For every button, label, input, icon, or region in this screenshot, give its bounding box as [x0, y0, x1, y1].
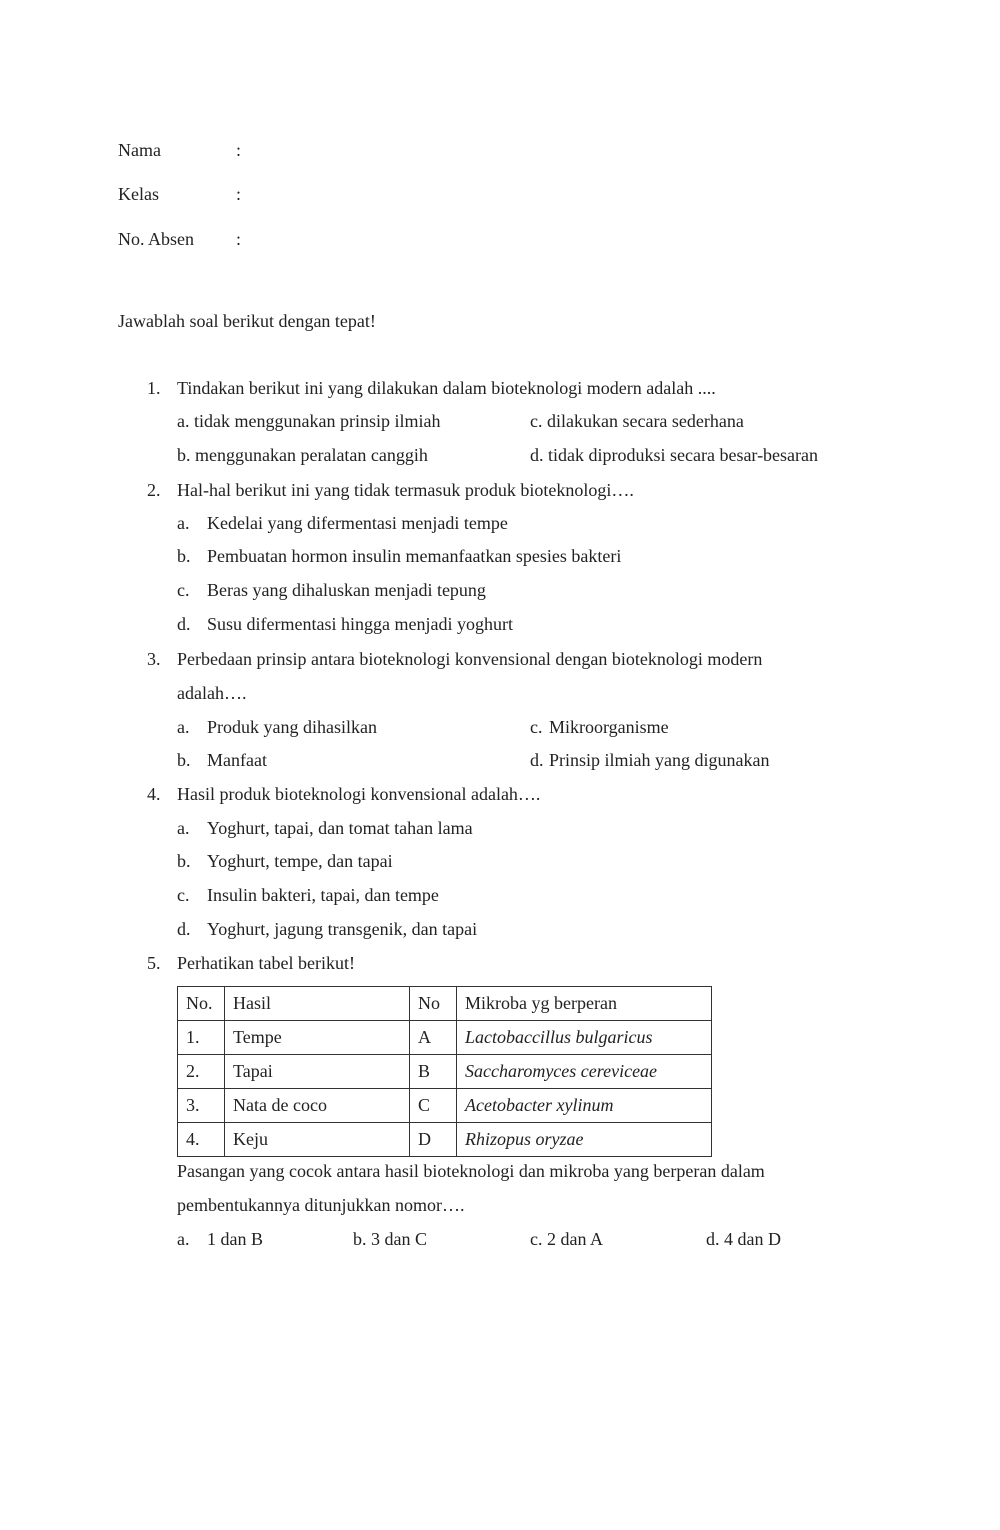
- question-5-text: Perhatikan tabel berikut!: [177, 953, 355, 973]
- question-3-number: 3.: [147, 649, 161, 669]
- question-5-option-c[interactable]: c. 2 dan A: [530, 1229, 603, 1249]
- table-cell: Lactobaccillus bulgaricus: [457, 1021, 712, 1055]
- question-4-option-d-letter[interactable]: d.: [177, 919, 191, 939]
- question-5-number: 5.: [147, 953, 161, 973]
- table-row: [178, 1021, 712, 1055]
- question-1-text: Tindakan berikut ini yang dilakukan dalam bioteknologi modern adalah ....: [177, 378, 716, 398]
- table-cell: Keju: [225, 1123, 410, 1157]
- table-cell: Nata de coco: [225, 1089, 410, 1123]
- table-cell: Tapai: [225, 1055, 410, 1089]
- question-3-option-d-letter[interactable]: d.: [530, 750, 544, 770]
- microbe-table: [177, 986, 712, 1157]
- class-colon: :: [236, 184, 242, 204]
- attendance-number-colon: :: [236, 229, 242, 249]
- table-header-row: [178, 987, 712, 1021]
- question-3-option-b[interactable]: Manfaat: [207, 750, 267, 770]
- table-cell: D: [410, 1123, 457, 1157]
- question-3-option-c-letter[interactable]: c.: [530, 717, 543, 737]
- attendance-number-label: No. Absen: [118, 229, 194, 249]
- question-4-option-c-letter[interactable]: c.: [177, 885, 190, 905]
- question-2-option-a-letter[interactable]: a.: [177, 513, 190, 533]
- question-2-option-c-letter[interactable]: c.: [177, 580, 190, 600]
- question-3-option-d[interactable]: Prinsip ilmiah yang digunakan: [549, 750, 770, 770]
- question-2-option-d[interactable]: Susu difermentasi hingga menjadi yoghurt: [207, 614, 513, 634]
- question-2-option-a[interactable]: Kedelai yang difermentasi menjadi tempe: [207, 513, 508, 533]
- question-1-option-b[interactable]: b. menggunakan peralatan canggih: [177, 445, 428, 465]
- question-5-option-a[interactable]: 1 dan B: [207, 1229, 263, 1249]
- question-4-option-b-letter[interactable]: b.: [177, 851, 191, 871]
- question-2-option-b-letter[interactable]: b.: [177, 546, 191, 566]
- question-3-text-line2: adalah….: [177, 683, 247, 703]
- question-3-option-b-letter[interactable]: b.: [177, 750, 191, 770]
- question-3-option-c[interactable]: Mikroorganisme: [549, 717, 669, 737]
- name-label: Nama: [118, 140, 161, 160]
- question-5-prompt-line1: Pasangan yang cocok antara hasil bioteknologi dan mikroba yang berperan dalam: [177, 1161, 765, 1181]
- table-cell: 3.: [178, 1089, 225, 1123]
- question-4-number: 4.: [147, 784, 161, 804]
- table-cell: C: [410, 1089, 457, 1123]
- question-3-text-line1: Perbedaan prinsip antara bioteknologi konvensional dengan bioteknologi modern: [177, 649, 763, 669]
- table-row: [178, 1055, 712, 1089]
- table-cell: Saccharomyces cereviceae: [457, 1055, 712, 1089]
- question-4-option-d[interactable]: Yoghurt, jagung transgenik, dan tapai: [207, 919, 478, 939]
- table-cell: Acetobacter xylinum: [457, 1089, 712, 1123]
- question-1-option-a[interactable]: a. tidak menggunakan prinsip ilmiah: [177, 411, 441, 431]
- question-4-option-c[interactable]: Insulin bakteri, tapai, dan tempe: [207, 885, 439, 905]
- question-4-option-a[interactable]: Yoghurt, tapai, dan tomat tahan lama: [207, 818, 473, 838]
- table-cell: B: [410, 1055, 457, 1089]
- question-2-number: 2.: [147, 480, 161, 500]
- question-5-option-b[interactable]: b. 3 dan C: [353, 1229, 427, 1249]
- table-cell: Tempe: [225, 1021, 410, 1055]
- table-header-cell: Hasil: [225, 987, 410, 1021]
- question-2-option-d-letter[interactable]: d.: [177, 614, 191, 634]
- table-cell: Rhizopus oryzae: [457, 1123, 712, 1157]
- name-colon: :: [236, 140, 242, 160]
- question-5-option-d[interactable]: d. 4 dan D: [706, 1229, 781, 1249]
- question-1-number: 1.: [147, 378, 161, 398]
- table-cell: 2.: [178, 1055, 225, 1089]
- question-2-option-b[interactable]: Pembuatan hormon insulin memanfaatkan spesies bakteri: [207, 546, 622, 566]
- class-label: Kelas: [118, 184, 159, 204]
- question-4-option-b[interactable]: Yoghurt, tempe, dan tapai: [207, 851, 393, 871]
- table-cell: 4.: [178, 1123, 225, 1157]
- question-2-option-c[interactable]: Beras yang dihaluskan menjadi tepung: [207, 580, 486, 600]
- table-header-cell: Mikroba yg berperan: [457, 987, 712, 1021]
- table-row: [178, 1089, 712, 1123]
- question-1-option-d[interactable]: d. tidak diproduksi secara besar-besaran: [530, 445, 819, 465]
- instruction-text: Jawablah soal berikut dengan tepat!: [118, 311, 376, 331]
- question-5-option-a-letter[interactable]: a.: [177, 1229, 190, 1249]
- question-4-option-a-letter[interactable]: a.: [177, 818, 190, 838]
- question-4-text: Hasil produk bioteknologi konvensional adalah….: [177, 784, 541, 804]
- question-1-option-c[interactable]: c. dilakukan secara sederhana: [530, 411, 744, 431]
- table-header-cell: No.: [178, 987, 225, 1021]
- table-header-cell: No: [410, 987, 457, 1021]
- table-cell: 1.: [178, 1021, 225, 1055]
- question-3-option-a[interactable]: Produk yang dihasilkan: [207, 717, 377, 737]
- question-3-option-a-letter[interactable]: a.: [177, 717, 190, 737]
- table-cell: A: [410, 1021, 457, 1055]
- table-row: [178, 1123, 712, 1157]
- question-5-prompt-line2: pembentukannya ditunjukkan nomor….: [177, 1195, 465, 1215]
- question-2-text: Hal-hal berikut ini yang tidak termasuk produk bioteknologi….: [177, 480, 634, 500]
